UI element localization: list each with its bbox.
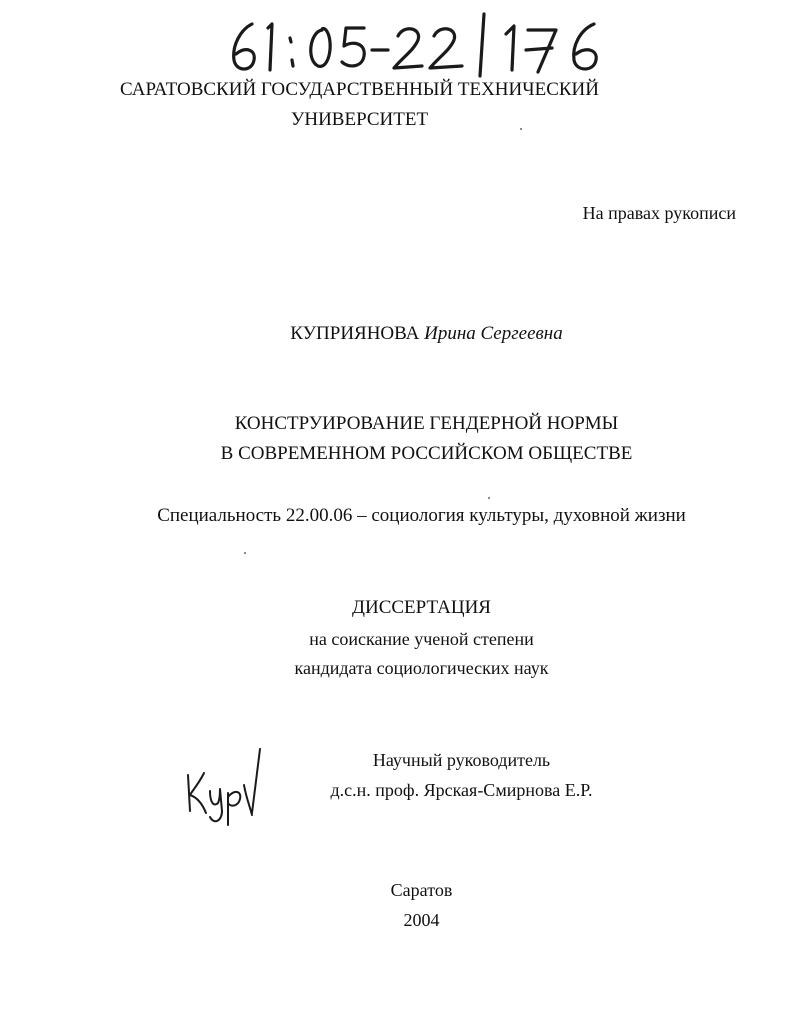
scan-speck [244,552,246,554]
dissertation-title-line1: КОНСТРУИРОВАНИЕ ГЕНДЕРНОЙ НОРМЫ [234,413,619,434]
author-name [27,320,799,348]
university-name-line1: САРАТОВСКИЙ ГОСУДАРСТВЕННЫЙ ТЕХНИЧЕСКИЙ [120,79,599,100]
year: 2004 [403,910,440,930]
dissertation-title-line2: В СОВРЕМЕННОМ РОССИЙСКОМ ОБЩЕСТВЕ [220,443,633,464]
city: Саратов [390,880,453,900]
author-last-name: КУПРИЯНОВА [290,323,420,344]
degree-line1: на соискание ученой степени [309,629,534,649]
university-name-line2: УНИВЕРСИТЕТ [290,109,429,130]
supervisor-name: д.с.н. проф. Ярская-Смирнова Е.Р. [330,780,593,800]
handwritten-signature [180,745,270,830]
scan-speck [488,497,490,499]
handwritten-archive-number [222,10,622,80]
dissertation-label: ДИССЕРТАЦИЯ [352,597,491,618]
manuscript-rights-note: На правах рукописи [582,203,736,223]
supervisor-label: Научный руководитель [372,750,551,770]
degree-line2: кандидата социологических наук [294,658,549,678]
scan-speck [520,128,522,130]
author-first-names: Ирина Сергеевна [424,323,563,344]
specialty-line: Специальность 22.00.06 – социология культуры, духовной жизни [157,505,686,526]
